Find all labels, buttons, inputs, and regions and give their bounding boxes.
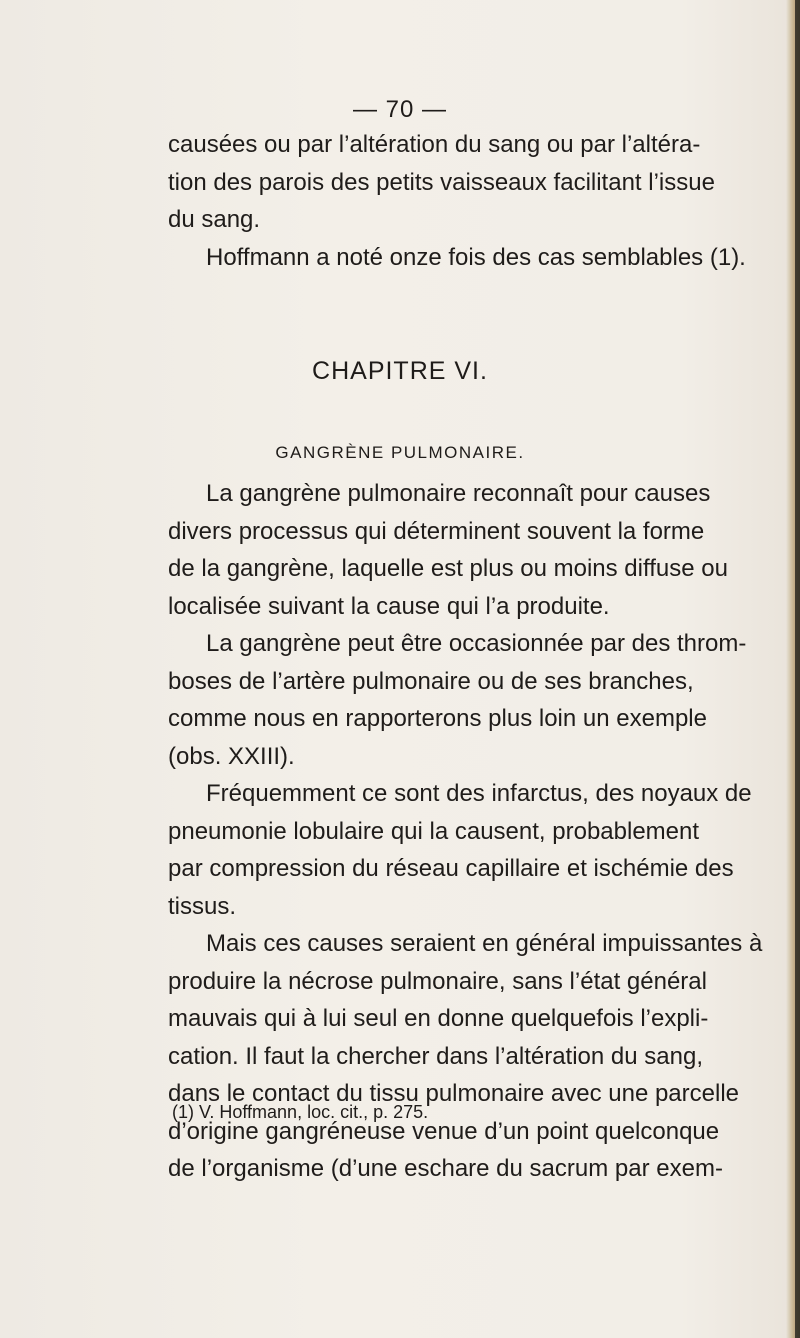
- footnote: (1) V. Hoffmann, loc. cit., p. 275.: [172, 1102, 429, 1122]
- text-line: par compression du réseau capillaire et ischémie des: [168, 855, 734, 882]
- text-line: produire la nécrose pulmonaire, sans l’état général: [168, 967, 707, 995]
- main-body: [168, 475, 768, 1188]
- opening-paragraph: [168, 126, 768, 276]
- text-line: tissus.: [168, 892, 237, 920]
- chapter-title: CHAPITRE VI.: [312, 357, 488, 385]
- text-line: divers processus qui déterminent souvent la forme: [168, 517, 705, 545]
- text-line: localisée suivant la cause qui l’a produite.: [168, 592, 610, 620]
- text-line: cation. Il faut la chercher dans l’altération du sang,: [168, 1042, 703, 1070]
- text-line: Fréquemment ce sont des infarctus, des noyaux de: [206, 780, 752, 807]
- text-line: mauvais qui à lui seul en donne quelquefois l’expli-: [168, 1005, 709, 1032]
- text-line: Hoffmann a noté onze fois des cas semblables (1).: [206, 243, 746, 271]
- text-line: tion des parois des petits vaisseaux facilitant l’issue: [168, 168, 715, 196]
- text-line: de la gangrène, laquelle est plus ou moins diffuse ou: [168, 555, 728, 582]
- text-line: (obs. XXIII).: [168, 742, 295, 770]
- page-number: — 70 —: [352, 96, 448, 123]
- text-line: du sang.: [168, 206, 261, 233]
- text-line: La gangrène peut être occasionnée par des throm-: [206, 630, 747, 657]
- text-line: dans le contact du tissu pulmonaire avec une parcelle: [168, 1080, 740, 1107]
- text-line: boses de l’artère pulmonaire ou de ses branches,: [168, 667, 694, 695]
- page-binding-strip: [795, 0, 800, 1338]
- text-line: de l’organisme (d’une eschare du sacrum par exem-: [168, 1155, 723, 1182]
- text-line: Mais ces causes seraient en général impuissantes à: [206, 930, 763, 957]
- text-line: pneumonie lobulaire qui la causent, probablement: [168, 817, 700, 845]
- text-line: comme nous en rapporterons plus loin un exemple: [168, 705, 707, 732]
- text-line: d’origine gangréneuse venue d’un point quelconque: [168, 1117, 720, 1145]
- text-line: La gangrène pulmonaire reconnaît pour causes: [206, 480, 711, 507]
- text-line: causées ou par l’altération du sang ou par l’altéra-: [168, 131, 701, 158]
- section-title: GANGRÈNE PULMONAIRE.: [275, 443, 525, 462]
